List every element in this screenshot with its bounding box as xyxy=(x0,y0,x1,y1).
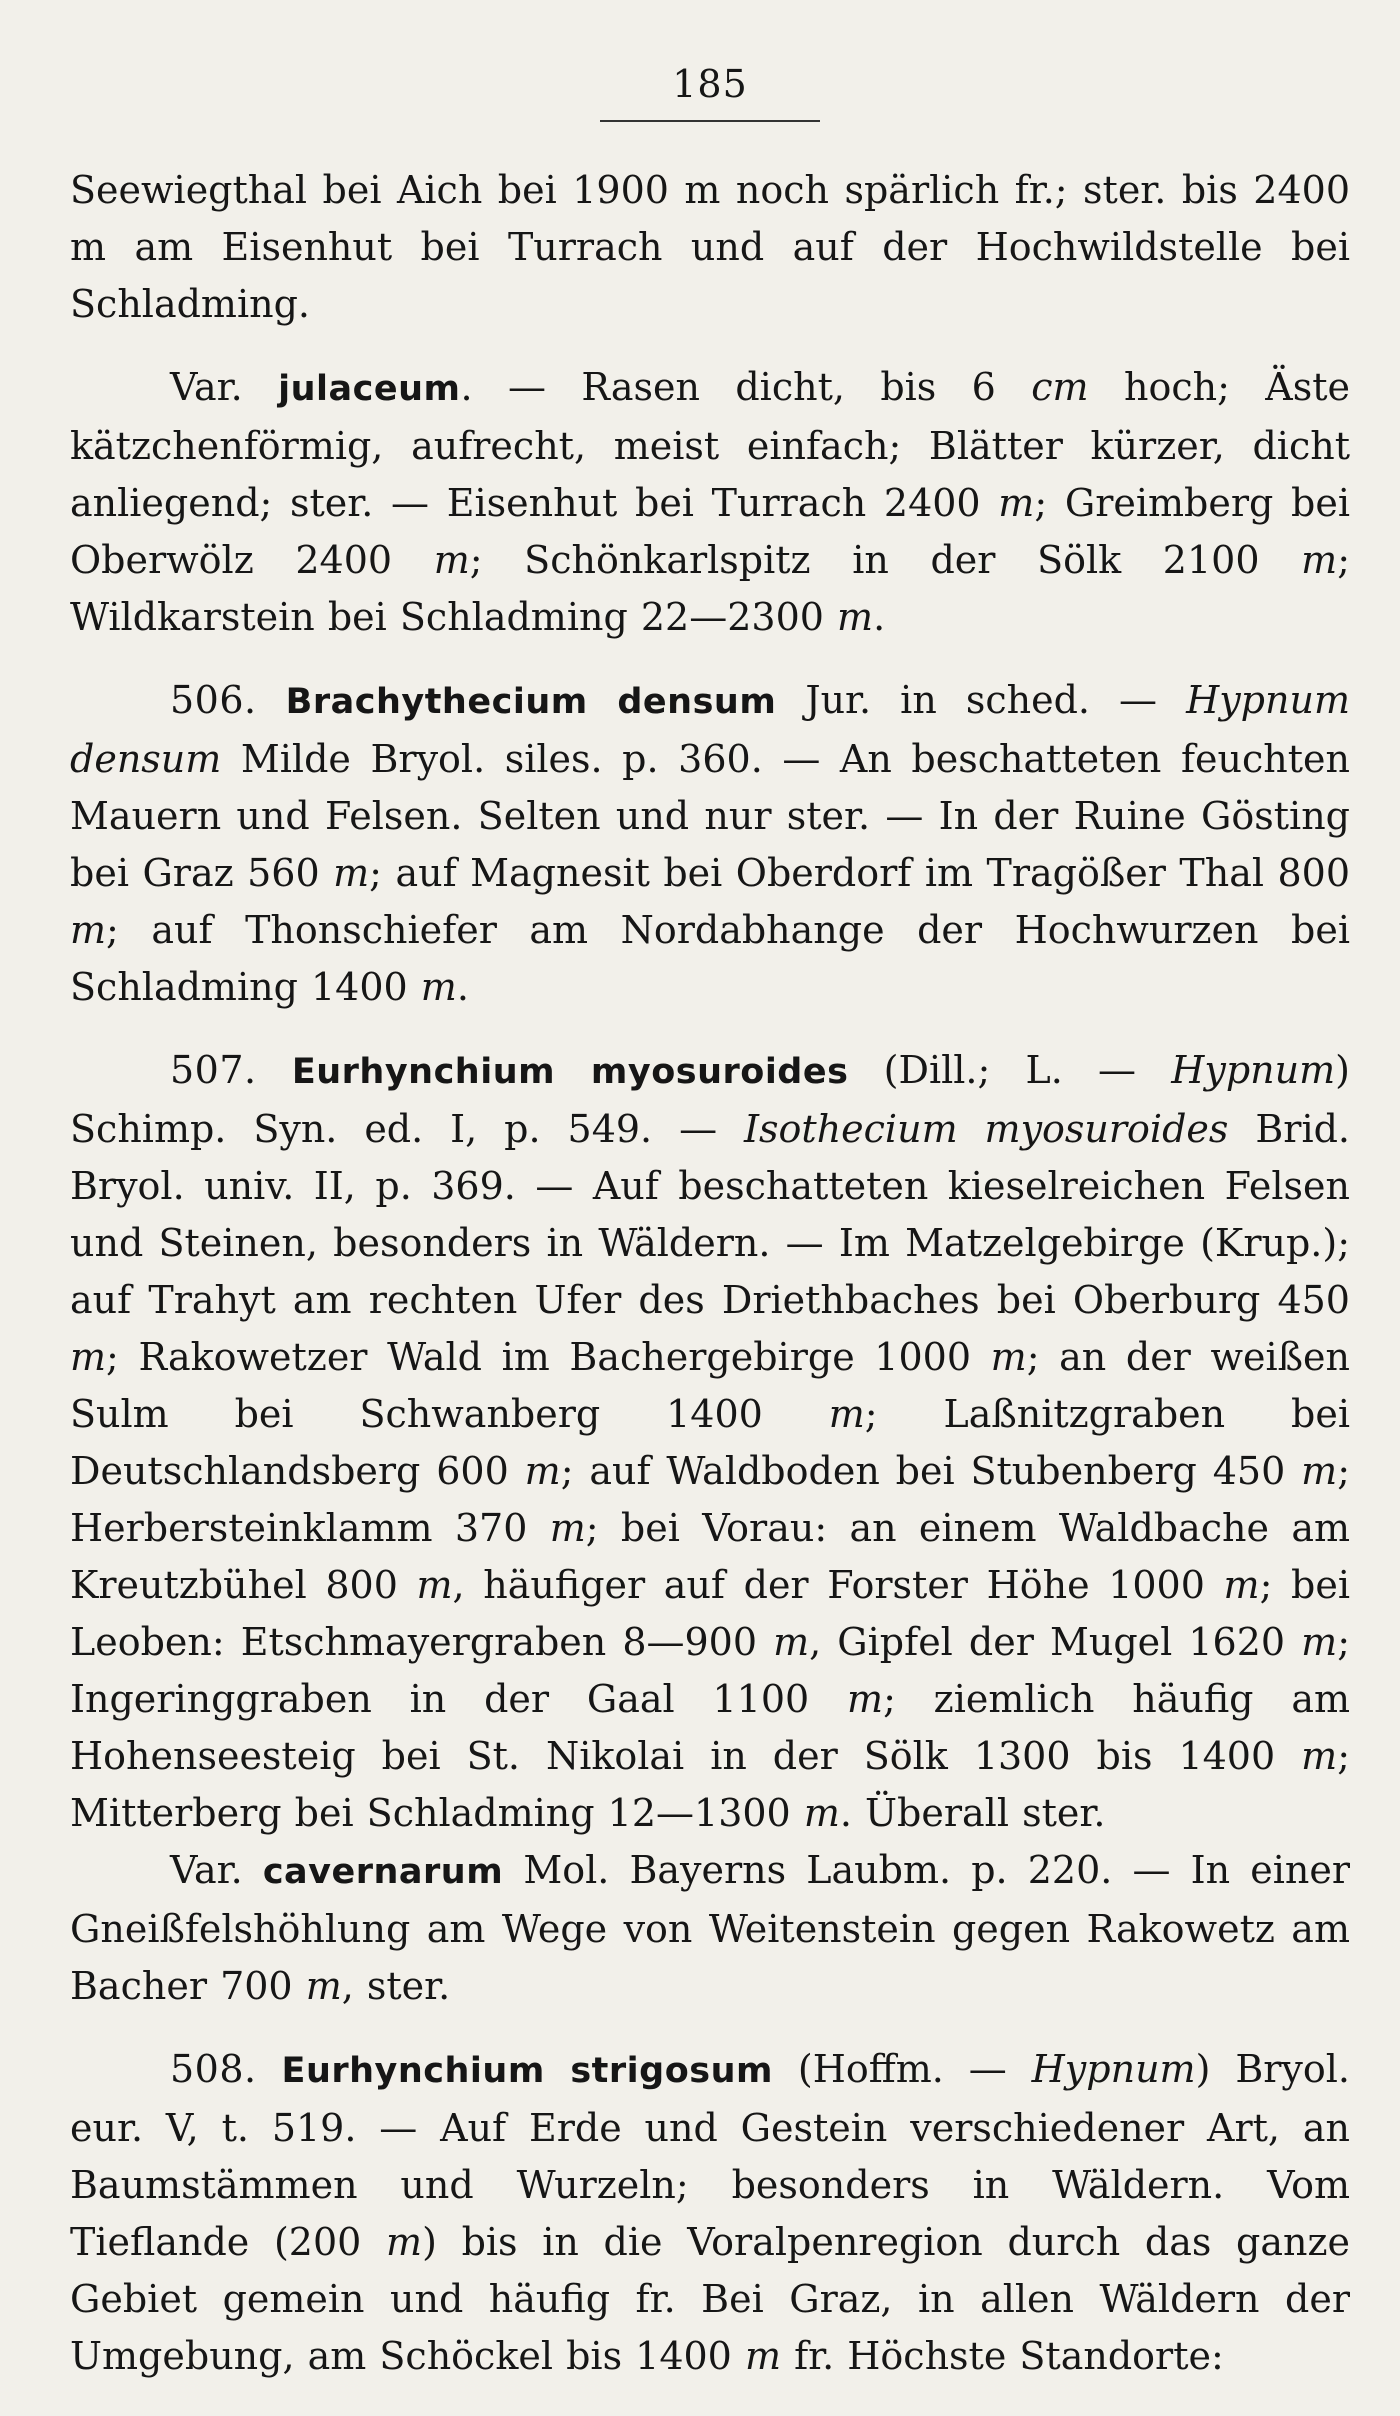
species-name: Brachythecium densum xyxy=(285,682,777,722)
unit: m xyxy=(847,1677,884,1721)
text: ) Bryol. eur. V, t. 519. — Auf Erde und Gestein verschiedener Art, an Baumstämmen und Wurzeln; besonders in Wäldern. Vom Tieflande (200 xyxy=(70,2047,1350,2264)
text: . xyxy=(456,965,469,1009)
entry-507 xyxy=(70,1042,1350,1842)
text: ; Herbersteinklamm 370 xyxy=(70,1449,1350,1550)
unit: m xyxy=(744,2334,781,2378)
unit: m xyxy=(70,1335,107,1379)
text: , häufiger auf der Forster Höhe 1000 xyxy=(452,1563,1224,1607)
text: ; auf Waldboden bei Stubenberg 450 xyxy=(560,1449,1302,1493)
text: ; bei Vorau: an einem Waldbache am Kreutzbühel 800 xyxy=(70,1506,1350,1607)
variety-prefix: Var. xyxy=(170,1848,263,1892)
unit: m xyxy=(433,538,470,582)
text: . xyxy=(873,595,886,639)
unit: m xyxy=(70,908,107,952)
paragraph-continuation xyxy=(70,162,1350,333)
variety-name: cavernarum xyxy=(262,1852,504,1892)
unit: m xyxy=(524,1449,561,1493)
text: ; Mitterberg bei Schladming 12—1300 xyxy=(70,1734,1350,1835)
text: . Überall ster. xyxy=(839,1791,1106,1835)
paragraph-text: Seewiegthal bei Aich bei 1900 m noch spärlich fr.; ster. bis 2400 m am Eisenhut bei Turrach und auf der Hochwildstelle bei Schladming. xyxy=(70,168,1350,326)
text: ; an der weißen Sulm bei Schwanberg 1400 xyxy=(70,1335,1350,1436)
unit: m xyxy=(803,1791,840,1835)
species-name: Eurhynchium myosuroides xyxy=(291,1052,849,1092)
unit: m xyxy=(773,1620,810,1664)
text: fr. Höchste Standorte: xyxy=(780,2334,1224,2378)
synonym: Hypnum xyxy=(1031,2047,1196,2091)
unit: m xyxy=(416,1563,453,1607)
entry-number: 506. xyxy=(170,678,257,722)
text: ; auf Thonschiefer am Nordabhange der Hochwurzen bei Schladming 1400 xyxy=(70,908,1350,1009)
text: (Dill.; L. — xyxy=(848,1048,1172,1092)
text: ; Greimberg bei Oberwölz 2400 xyxy=(70,481,1350,582)
text: ; Laßnitzgraben bei Deutschlandsberg 600 xyxy=(70,1392,1350,1493)
text: Jur. in sched. — xyxy=(776,678,1187,722)
variety-julaceum xyxy=(70,359,1350,646)
text: ) bis in die Voralpenregion durch das ganze Gebiet gemein und häufig fr. Bei Graz, in allen Wäldern der Umgebung, am Schöckel bis 1400 xyxy=(70,2220,1350,2378)
entry-number: 507. xyxy=(170,1048,257,1092)
book-page xyxy=(70,40,1350,2380)
unit: cm xyxy=(1031,365,1089,409)
unit: m xyxy=(1301,1620,1338,1664)
text: hoch; Äste kätzchenförmig, aufrecht, meist einfach; Blätter kürzer, dicht anliegend; ster. — Eisenhut bei Turrach 2400 xyxy=(70,365,1350,525)
unit: m xyxy=(998,481,1035,525)
unit: m xyxy=(386,2220,423,2264)
unit: m xyxy=(1301,538,1338,582)
unit: m xyxy=(1223,1563,1260,1607)
unit: m xyxy=(420,965,457,1009)
unit: m xyxy=(837,595,874,639)
entry-508 xyxy=(70,2041,1350,2380)
variety-name: julaceum xyxy=(278,369,461,409)
synonym: Hypnum xyxy=(1171,1048,1336,1092)
text: ; Rakowetzer Wald im Bachergebirge 1000 xyxy=(106,1335,991,1379)
text: ; Ingeringgraben in der Gaal 1100 xyxy=(70,1620,1350,1721)
text: ; auf Magnesit bei Oberdorf im Tragößer Thal 800 xyxy=(369,851,1350,895)
text: Mol. Bayerns Laubm. p. 220. — In einer Gneißfelshöhlung am Wege von Weitenstein gegen Rakowetz am Bacher 700 xyxy=(70,1848,1350,2008)
unit: m xyxy=(305,1964,342,2008)
page-number: 185 xyxy=(672,62,748,106)
text: ; bei Leoben: Etschmayergraben 8—900 xyxy=(70,1563,1350,1664)
text: (Hoffm. — xyxy=(772,2047,1032,2091)
text: ; Wildkarstein bei Schladming 22—2300 xyxy=(70,538,1350,639)
synonym: Isothecium myosuroides xyxy=(744,1107,1229,1151)
text: , Gipfel der Mugel 1620 xyxy=(809,1620,1302,1664)
text: ; ziemlich häufig am Hohenseesteig bei St. Nikolai in der Sölk 1300 bis 1400 xyxy=(70,1677,1350,1778)
variety-prefix: Var. xyxy=(170,365,279,409)
text: ) Schimp. Syn. ed. I, p. 549. — xyxy=(70,1048,1350,1151)
variety-cavernarum xyxy=(70,1842,1350,2015)
text: . — Rasen dicht, bis 6 xyxy=(460,365,1032,409)
entry-506 xyxy=(70,672,1350,1016)
text: Milde Bryol. siles. p. 360. — An beschatteten feuchten Mauern und Felsen. Selten und nur ster. — In der Ruine Gösting bei Graz 560 xyxy=(70,737,1350,895)
entry-number: 508. xyxy=(170,2047,257,2091)
header-rule xyxy=(600,120,820,122)
synonym: Hypnum densum xyxy=(70,678,1350,781)
unit: m xyxy=(1301,1449,1338,1493)
unit: m xyxy=(1301,1734,1338,1778)
text: , ster. xyxy=(341,1964,451,2008)
unit: m xyxy=(333,851,370,895)
text: ; Schönkarlspitz in der Sölk 2100 xyxy=(469,538,1302,582)
unit: m xyxy=(990,1335,1027,1379)
species-name: Eurhynchium strigosum xyxy=(281,2051,773,2091)
text: Brid. Bryol. univ. II, p. 369. — Auf beschatteten kieselreichen Felsen und Steinen, besonders in Wäldern. — Im Matzelgebirge (Krup.); auf Trahyt am rechten Ufer des Driethbaches bei Oberburg 450 xyxy=(70,1107,1350,1322)
unit: m xyxy=(828,1392,865,1436)
unit: m xyxy=(549,1506,586,1550)
